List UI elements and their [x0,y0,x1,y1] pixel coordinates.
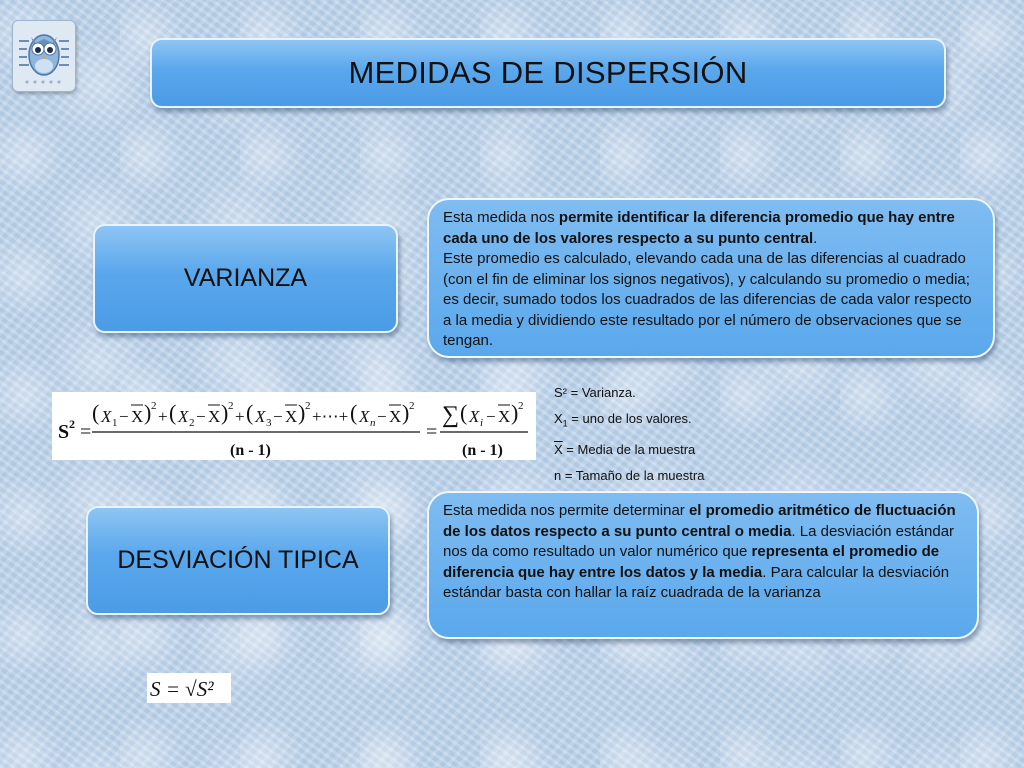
formula-lhs-exp: 2 [69,417,75,431]
formula-sum-symbol: ∑ [442,402,460,428]
svg-text:−: − [196,407,206,426]
varianza-desc-text: . [813,229,818,247]
formula-term-x: X [101,407,112,426]
varianza-desc-paragraph-2: Este promedio es calculado, elevando cada una de las diferencias al cuadrado (con el fin de eliminar los signos negativos), y calculando su promedio o media; es decir, sumado todos los cuadrados de las diferencias de cada valor respecto a la media y dividiendo este resultado por el número de observaciones que se tengan. [443,250,972,349]
desviacion-desc-bold: representa el promedio de diferencia que hay entre los datos y la media [443,543,940,581]
varianza-label-box [93,224,398,333]
legend-xbar-text: = Media de la muestra [562,441,696,457]
formula-legend [554,380,704,489]
svg-text:+: + [235,407,245,426]
svg-text:): ) [298,400,306,425]
varianza-formula [52,392,536,460]
svg-text:): ) [221,400,229,425]
svg-text:+: + [158,407,168,426]
svg-text:X: X [208,407,221,426]
legend-x1-sub: 1 [562,418,568,429]
svg-text:−: − [273,407,283,426]
svg-text:X: X [285,407,298,426]
svg-text:(: ( [246,400,254,425]
legend-x1-symbol: X [554,411,563,426]
svg-text:(: ( [350,400,358,425]
svg-text:2: 2 [409,400,415,412]
svg-text:X: X [498,407,511,426]
desviacion-desc-paragraph [443,501,963,604]
svg-text:2: 2 [518,400,524,412]
formula-denominator: (n - 1) [462,442,503,459]
legend-x1 [554,406,704,437]
svg-text:=: = [426,421,438,443]
desviacion-description [427,491,979,639]
formula-sub: 3 [266,417,272,429]
legend-xbar-symbol: $\overline{X}$ [554,441,563,457]
desviacion-desc-text: . La desviación estándar nos da como resultado un valor numérico que [443,522,955,560]
formula-mean: X [131,407,144,426]
svg-text:2: 2 [228,400,234,412]
varianza-description [427,198,995,358]
svg-text:): ) [511,400,519,425]
formula-dots: +⋯+ [312,407,349,426]
owl-logo-icon [12,20,76,92]
legend-s2: S² = Varianza. [554,385,636,400]
desviacion-label: DESVIACIÓN TIPICA [117,546,359,574]
legend-x1-text: = uno de los valores. [567,411,692,426]
varianza-desc-bold: permite identificar la diferencia promedio que hay entre cada uno de los valores respecto a su punto central [443,209,955,247]
formula-term-x: X [255,407,266,426]
formula-denominator: (n - 1) [230,442,271,459]
formula-sub: n [370,417,376,429]
desviacion-formula-text: S = √S² [150,677,214,701]
svg-text:−: − [119,407,129,426]
svg-text:(: ( [460,400,468,425]
varianza-desc-paragraph-1 [443,208,979,249]
svg-text:−: − [377,407,387,426]
svg-text:−: − [486,407,496,426]
svg-text:): ) [144,400,152,425]
svg-text:): ) [402,400,410,425]
legend-xbar [554,437,704,463]
page-title [150,38,946,108]
svg-text:=: = [80,421,92,443]
svg-text:(: ( [92,400,100,425]
desviacion-desc-text: Esta medida nos permite determinar [443,502,689,519]
desviacion-label-box [86,506,390,615]
formula-sub: 1 [112,417,118,429]
varianza-desc-text: Esta medida nos [443,209,559,226]
page-title-text: MEDIDAS DE DISPERSIÓN [348,55,748,90]
svg-text:X: X [389,407,402,426]
legend-n: n = Tamaño de la muestra [554,467,705,483]
svg-text:2: 2 [305,400,311,412]
varianza-label: VARIANZA [183,264,308,292]
desviacion-desc-bold: el promedio aritmético de fluctuación de los datos respecto a su punto central o media [443,502,956,540]
desviacion-desc-text: . Para calcular la desviación estándar basta con hallar la raíz cuadrada de la varianza [443,563,950,601]
formula-lhs: S [58,421,70,443]
formula-term-x: X [359,407,370,426]
svg-text:2: 2 [151,400,157,412]
formula-term-x: X [469,407,480,426]
desviacion-formula [147,673,231,703]
formula-sub: i [480,417,484,429]
formula-term-x: X [178,407,189,426]
formula-sub: 2 [189,417,195,429]
svg-text:(: ( [169,400,177,425]
